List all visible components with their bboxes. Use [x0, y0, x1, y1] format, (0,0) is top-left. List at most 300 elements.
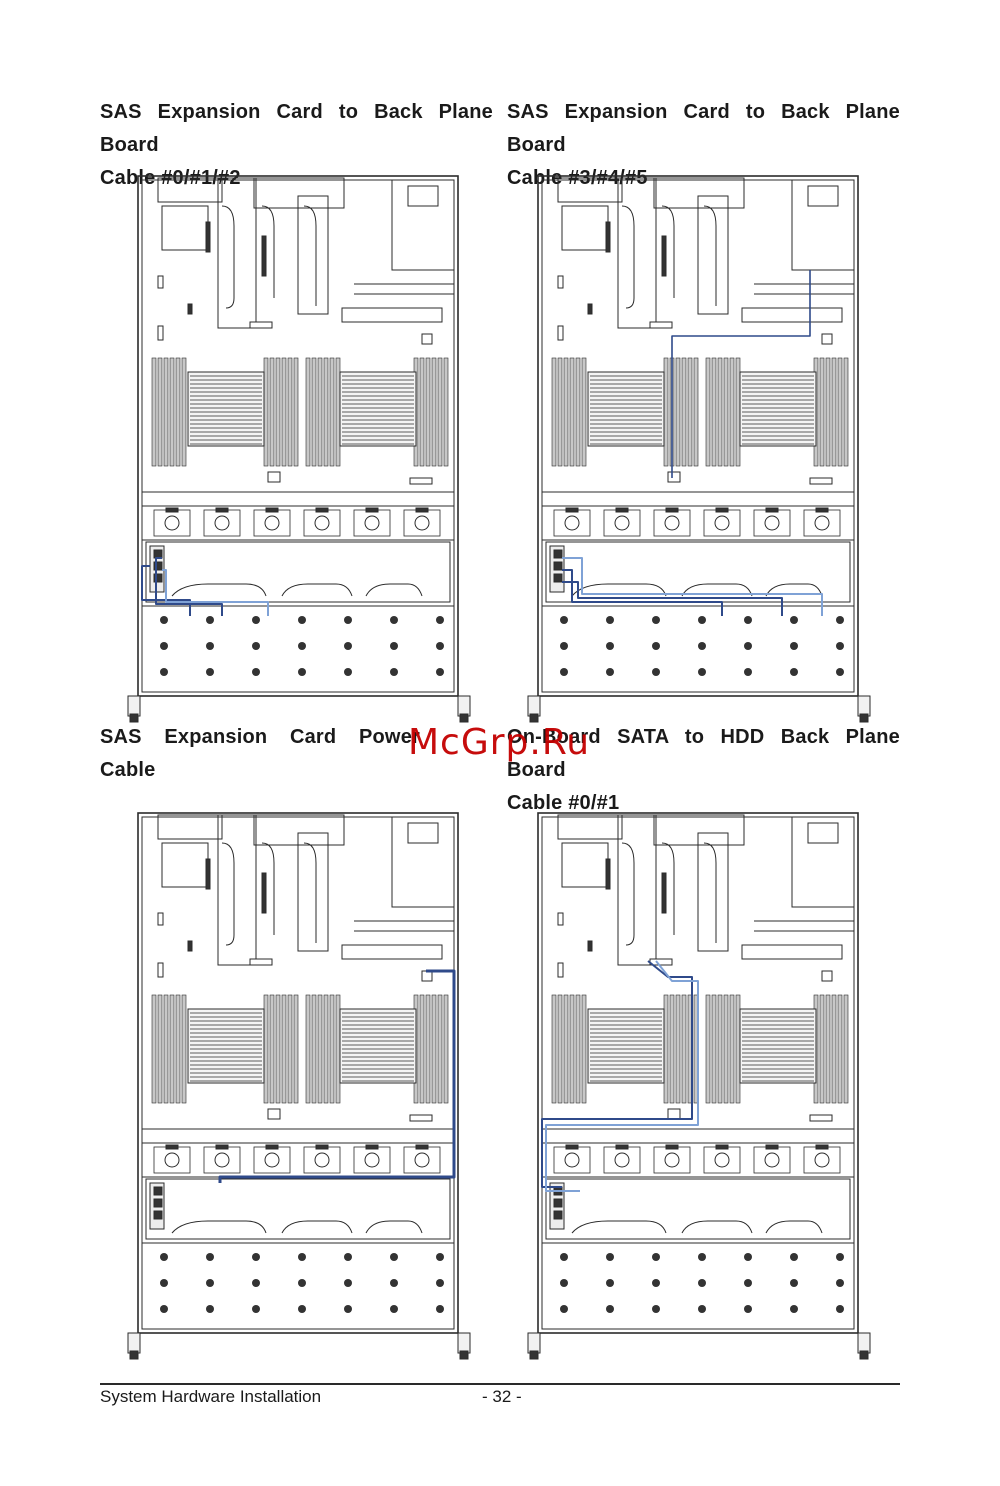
riser-curve [704, 843, 716, 943]
fan-wall [142, 506, 454, 540]
dimm-slot [444, 358, 448, 466]
connector [558, 276, 563, 288]
dimm-slot [552, 995, 556, 1103]
dimm-slot [826, 995, 830, 1103]
riser-panel [162, 206, 208, 250]
drive-screw [436, 1305, 444, 1313]
page-number: - 32 - [482, 1387, 522, 1406]
drive-screw [298, 1253, 306, 1261]
dimm-slot [832, 358, 836, 466]
sas-port [554, 574, 562, 582]
drive-screw [698, 1305, 706, 1313]
fan-module [704, 510, 740, 536]
psu-handle [808, 186, 838, 206]
psu-handle [408, 186, 438, 206]
dimm-slot [576, 995, 580, 1103]
drive-screw [344, 668, 352, 676]
riser-card [218, 178, 256, 328]
fan-latch [216, 508, 228, 512]
riser-curve [222, 843, 234, 945]
dimm-slot [182, 358, 186, 466]
sas-port [154, 1199, 162, 1207]
drive-cage-frame [546, 1179, 850, 1239]
drive-screw [252, 1305, 260, 1313]
caption-line: SAS Expansion Card Power Cable [100, 726, 420, 781]
drive-screw [606, 668, 614, 676]
riser-curve [304, 206, 316, 306]
drive-screw [206, 1305, 214, 1313]
fan-rotor [665, 1153, 679, 1167]
riser-top [654, 178, 744, 208]
fan-latch [366, 1145, 378, 1149]
chassis-foot-base [530, 714, 538, 722]
fan-module [604, 510, 640, 536]
riser-panel [562, 206, 608, 250]
dimm-slot [576, 358, 580, 466]
dimm-slot [170, 358, 174, 466]
psu-handle [408, 823, 438, 843]
riser-slot [698, 196, 728, 314]
drive-cage-frame [146, 1179, 450, 1239]
fan-rotor [215, 1153, 229, 1167]
connector-pair [250, 959, 272, 965]
fan-latch [216, 1145, 228, 1149]
dimm-slot [552, 358, 556, 466]
chassis-foot-base [530, 1351, 538, 1359]
drive-screw [390, 1279, 398, 1287]
riser-bracket [158, 815, 222, 839]
fan-module [354, 1147, 390, 1173]
dimm-slot [724, 358, 728, 466]
drive-screw [744, 1305, 752, 1313]
dimm-slot [318, 358, 322, 466]
dimm-slot [438, 358, 442, 466]
dimm-slot [570, 358, 574, 466]
drive-screw [160, 642, 168, 650]
dimm-slot [676, 358, 680, 466]
fan-wall [142, 1143, 454, 1177]
dimm-slot [676, 995, 680, 1103]
drive-screw [698, 616, 706, 624]
sas-port [154, 1211, 162, 1219]
dimm-slot [294, 995, 298, 1103]
psu-bay [392, 817, 454, 907]
fan-latch [566, 508, 578, 512]
cpu-heatsink [340, 1009, 416, 1083]
fan-rotor [565, 1153, 579, 1167]
dimm-slot [730, 358, 734, 466]
dimm-slot [682, 995, 686, 1103]
dimm-slot [718, 358, 722, 466]
chassis-foot [458, 1333, 470, 1353]
caption-line: SAS Expansion Card to Back Plane Board [507, 101, 900, 156]
dimm-slot [288, 995, 292, 1103]
drive-screw [790, 642, 798, 650]
riser-curve [704, 206, 716, 306]
fan-module [204, 1147, 240, 1173]
psu-bracket [742, 945, 842, 959]
dimm-slot [312, 995, 316, 1103]
fan-rotor [565, 516, 579, 530]
chassis-foot [858, 1333, 870, 1353]
connector-pair [250, 322, 272, 328]
drive-screw [606, 1279, 614, 1287]
riser-curve [222, 206, 234, 308]
drive-screw [836, 1279, 844, 1287]
fan-wall-top [142, 492, 454, 506]
footer-divider [100, 1383, 900, 1385]
dimm-slot [288, 358, 292, 466]
dimm-slot [582, 995, 586, 1103]
dimm-slot [420, 358, 424, 466]
pcie-slot [606, 222, 610, 252]
fan-rotor [315, 516, 329, 530]
chassis-foot-base [860, 714, 868, 722]
dimm-slot [270, 995, 274, 1103]
riser-slot [698, 833, 728, 951]
fan-rotor [365, 516, 379, 530]
fan-latch [816, 508, 828, 512]
drive-screw [390, 668, 398, 676]
connector [558, 913, 563, 925]
dimm-slot [306, 995, 310, 1103]
dimm-slot [826, 358, 830, 466]
fan-rotor [765, 516, 779, 530]
drive-screw [344, 1279, 352, 1287]
caption-line: Cable #0/#1/#2 [100, 167, 241, 189]
dimm-slot [426, 995, 430, 1103]
pcie-slot [206, 859, 210, 889]
dimm-slot [706, 358, 710, 466]
fan-latch [166, 508, 178, 512]
drive-screw [836, 668, 844, 676]
connector [588, 304, 592, 314]
drive-screw [390, 642, 398, 650]
fan-latch [316, 1145, 328, 1149]
connector [158, 276, 163, 288]
fan-wall [542, 506, 854, 540]
connector [410, 1115, 432, 1121]
dimm-slot [558, 358, 562, 466]
drive-screw [298, 642, 306, 650]
fan-module [254, 510, 290, 536]
riser-card [218, 815, 256, 965]
connector [268, 472, 280, 482]
sas-cable-2 [162, 570, 268, 616]
drive-screw [436, 668, 444, 676]
drive-screw [206, 1253, 214, 1261]
drive-bay-area [142, 1243, 454, 1329]
connector [188, 304, 192, 314]
drive-screw [698, 668, 706, 676]
sas-port [154, 550, 162, 558]
drive-screw [652, 642, 660, 650]
fan-wall-top [142, 1129, 454, 1143]
fan-module [154, 1147, 190, 1173]
connector [158, 913, 163, 925]
chassis-foot [128, 1333, 140, 1353]
connector [810, 478, 832, 484]
drive-screw [160, 1253, 168, 1261]
dimm-slot [276, 995, 280, 1103]
drive-cage-frame [146, 542, 450, 602]
sas-port [154, 1187, 162, 1195]
drive-screw [606, 616, 614, 624]
drive-screw [436, 1279, 444, 1287]
riser-card [618, 815, 656, 965]
psu-bay [392, 180, 454, 270]
riser-bracket [558, 815, 622, 839]
fan-rotor [815, 1153, 829, 1167]
connector [410, 478, 432, 484]
caption-line: SAS Expansion Card to Back Plane Board [100, 101, 493, 156]
dimm-slot [294, 358, 298, 466]
dimm-slot [832, 995, 836, 1103]
connector [588, 941, 592, 951]
drive-screw [652, 1305, 660, 1313]
drive-screw [252, 1253, 260, 1261]
fan-module [804, 1147, 840, 1173]
riser-slot [298, 833, 328, 951]
drive-screw [252, 642, 260, 650]
sas-port [554, 550, 562, 558]
fan-latch [366, 508, 378, 512]
fan-module [354, 510, 390, 536]
fan-module [154, 510, 190, 536]
dimm-slot [164, 358, 168, 466]
dimm-slot [838, 995, 842, 1103]
fan-latch [766, 1145, 778, 1149]
drive-screw [836, 642, 844, 650]
pcie-slot [262, 236, 266, 276]
drive-screw [298, 616, 306, 624]
dimm-slot [564, 995, 568, 1103]
footer-section-title: System Hardware Installation [100, 1387, 322, 1406]
drive-screw [436, 616, 444, 624]
server-diagram-onboard-sata-cable [522, 803, 877, 1363]
dimm-slot [844, 358, 848, 466]
fan-rotor [715, 516, 729, 530]
dimm-slot [336, 995, 340, 1103]
chassis-foot [128, 696, 140, 716]
dimm-slot [264, 995, 268, 1103]
drive-screw [606, 1253, 614, 1261]
dimm-slot [306, 358, 310, 466]
drive-screw [560, 642, 568, 650]
dimm-slot [318, 995, 322, 1103]
psu-handle [808, 823, 838, 843]
psu-bracket [342, 945, 442, 959]
chassis-foot-base [460, 1351, 468, 1359]
dimm-slot [330, 995, 334, 1103]
dimm-slot [158, 358, 162, 466]
fan-rotor [165, 1153, 179, 1167]
riser-card [618, 178, 656, 328]
connector [268, 1109, 280, 1119]
fan-rotor [265, 516, 279, 530]
pcie-slot [662, 873, 666, 913]
cpu-heatsink [188, 1009, 264, 1083]
dimm-slot [432, 358, 436, 466]
drive-screw [560, 668, 568, 676]
drive-screw [344, 1305, 352, 1313]
cpu-heatsink [588, 1009, 664, 1083]
server-diagram-sas-cable-0-1-2 [122, 166, 477, 726]
fan-module [404, 1147, 440, 1173]
fan-rotor [715, 1153, 729, 1167]
riser-curve [304, 843, 316, 943]
cpu-heatsink [188, 372, 264, 446]
dimm-slot [688, 358, 692, 466]
dimm-slot [724, 995, 728, 1103]
dimm-slot [182, 995, 186, 1103]
dimm-slot [694, 358, 698, 466]
drive-screw [836, 1253, 844, 1261]
fan-module [804, 510, 840, 536]
dimm-slot [170, 995, 174, 1103]
pcie-slot [206, 222, 210, 252]
drive-screw [390, 616, 398, 624]
chassis-foot-base [460, 714, 468, 722]
fan-latch [416, 508, 428, 512]
drive-screw [206, 668, 214, 676]
fan-rotor [165, 516, 179, 530]
fan-latch [266, 508, 278, 512]
drive-screw [252, 616, 260, 624]
drive-screw [390, 1305, 398, 1313]
connector [558, 963, 563, 977]
sas-port [554, 1199, 562, 1207]
fan-module [754, 1147, 790, 1173]
fan-module [404, 510, 440, 536]
dimm-slot [664, 995, 668, 1103]
fan-latch [816, 1145, 828, 1149]
fan-rotor [415, 516, 429, 530]
drive-screw [790, 668, 798, 676]
caption-line: Cable #3/#4/#5 [507, 167, 648, 189]
drive-screw [206, 642, 214, 650]
drive-screw [298, 1279, 306, 1287]
dimm-slot [336, 358, 340, 466]
chassis-foot-base [130, 714, 138, 722]
dimm-slot [420, 995, 424, 1103]
fan-rotor [315, 1153, 329, 1167]
server-diagram-sas-power-cable [122, 803, 477, 1363]
riser-slot [298, 196, 328, 314]
fan-wall-top [542, 1129, 854, 1143]
fan-module [654, 510, 690, 536]
drive-screw [652, 616, 660, 624]
riser-top [254, 178, 344, 208]
dimm-slot [838, 358, 842, 466]
riser-curve [622, 843, 634, 945]
drive-screw [206, 616, 214, 624]
fan-module [204, 510, 240, 536]
dimm-slot [712, 358, 716, 466]
dimm-slot [324, 995, 328, 1103]
riser-bracket [558, 178, 622, 202]
chassis-foot [458, 696, 470, 716]
connector [188, 941, 192, 951]
drive-screw [652, 1253, 660, 1261]
sas-cable-4 [562, 582, 782, 616]
drive-screw [744, 1279, 752, 1287]
drive-bay-area [542, 606, 854, 692]
connector [668, 472, 680, 482]
dimm-slot [312, 358, 316, 466]
drive-screw [560, 1305, 568, 1313]
psu-bracket [742, 308, 842, 322]
drive-screw [790, 1279, 798, 1287]
fan-latch [566, 1145, 578, 1149]
drive-screw [836, 616, 844, 624]
fan-rotor [615, 516, 629, 530]
fan-latch [666, 508, 678, 512]
drive-screw [744, 642, 752, 650]
fan-module [304, 510, 340, 536]
drive-screw [790, 1253, 798, 1261]
dimm-slot [570, 995, 574, 1103]
fan-latch [766, 508, 778, 512]
drive-screw [436, 1253, 444, 1261]
dimm-slot [282, 358, 286, 466]
dimm-slot [820, 995, 824, 1103]
drive-screw [744, 1253, 752, 1261]
fan-latch [716, 1145, 728, 1149]
fan-module [754, 510, 790, 536]
drive-screw [298, 1305, 306, 1313]
fan-module [304, 1147, 340, 1173]
fan-rotor [415, 1153, 429, 1167]
drive-screw [790, 1305, 798, 1313]
connector [668, 1109, 680, 1119]
dimm-slot [176, 358, 180, 466]
drive-screw [560, 1279, 568, 1287]
drive-screw [744, 616, 752, 624]
riser-panel [162, 843, 208, 887]
pcie-slot [262, 873, 266, 913]
dimm-slot [664, 358, 668, 466]
fan-module [254, 1147, 290, 1173]
drive-screw [698, 1253, 706, 1261]
dimm-slot [706, 995, 710, 1103]
dimm-slot [264, 358, 268, 466]
dimm-slot [426, 358, 430, 466]
server-diagram-sas-cable-3-4-5 [522, 166, 877, 726]
drive-screw [390, 1253, 398, 1261]
caption-line: On-Board SATA to HDD Back Plane Board [507, 726, 900, 781]
dimm-slot [820, 358, 824, 466]
riser-panel [562, 843, 608, 887]
cpu-heatsink [740, 372, 816, 446]
drive-screw [298, 668, 306, 676]
dimm-slot [730, 995, 734, 1103]
dimm-slot [736, 995, 740, 1103]
drive-screw [560, 1253, 568, 1261]
cpu-heatsink [340, 372, 416, 446]
dimm-slot [844, 995, 848, 1103]
drive-bay-area [542, 1243, 854, 1329]
fan-rotor [215, 516, 229, 530]
dimm-slot [432, 995, 436, 1103]
drive-screw [744, 668, 752, 676]
chassis-foot-base [860, 1351, 868, 1359]
riser-bracket [158, 178, 222, 202]
fan-module [704, 1147, 740, 1173]
drive-cage-arch [572, 1221, 822, 1233]
dimm-slot [276, 358, 280, 466]
psu-bay [792, 180, 854, 270]
